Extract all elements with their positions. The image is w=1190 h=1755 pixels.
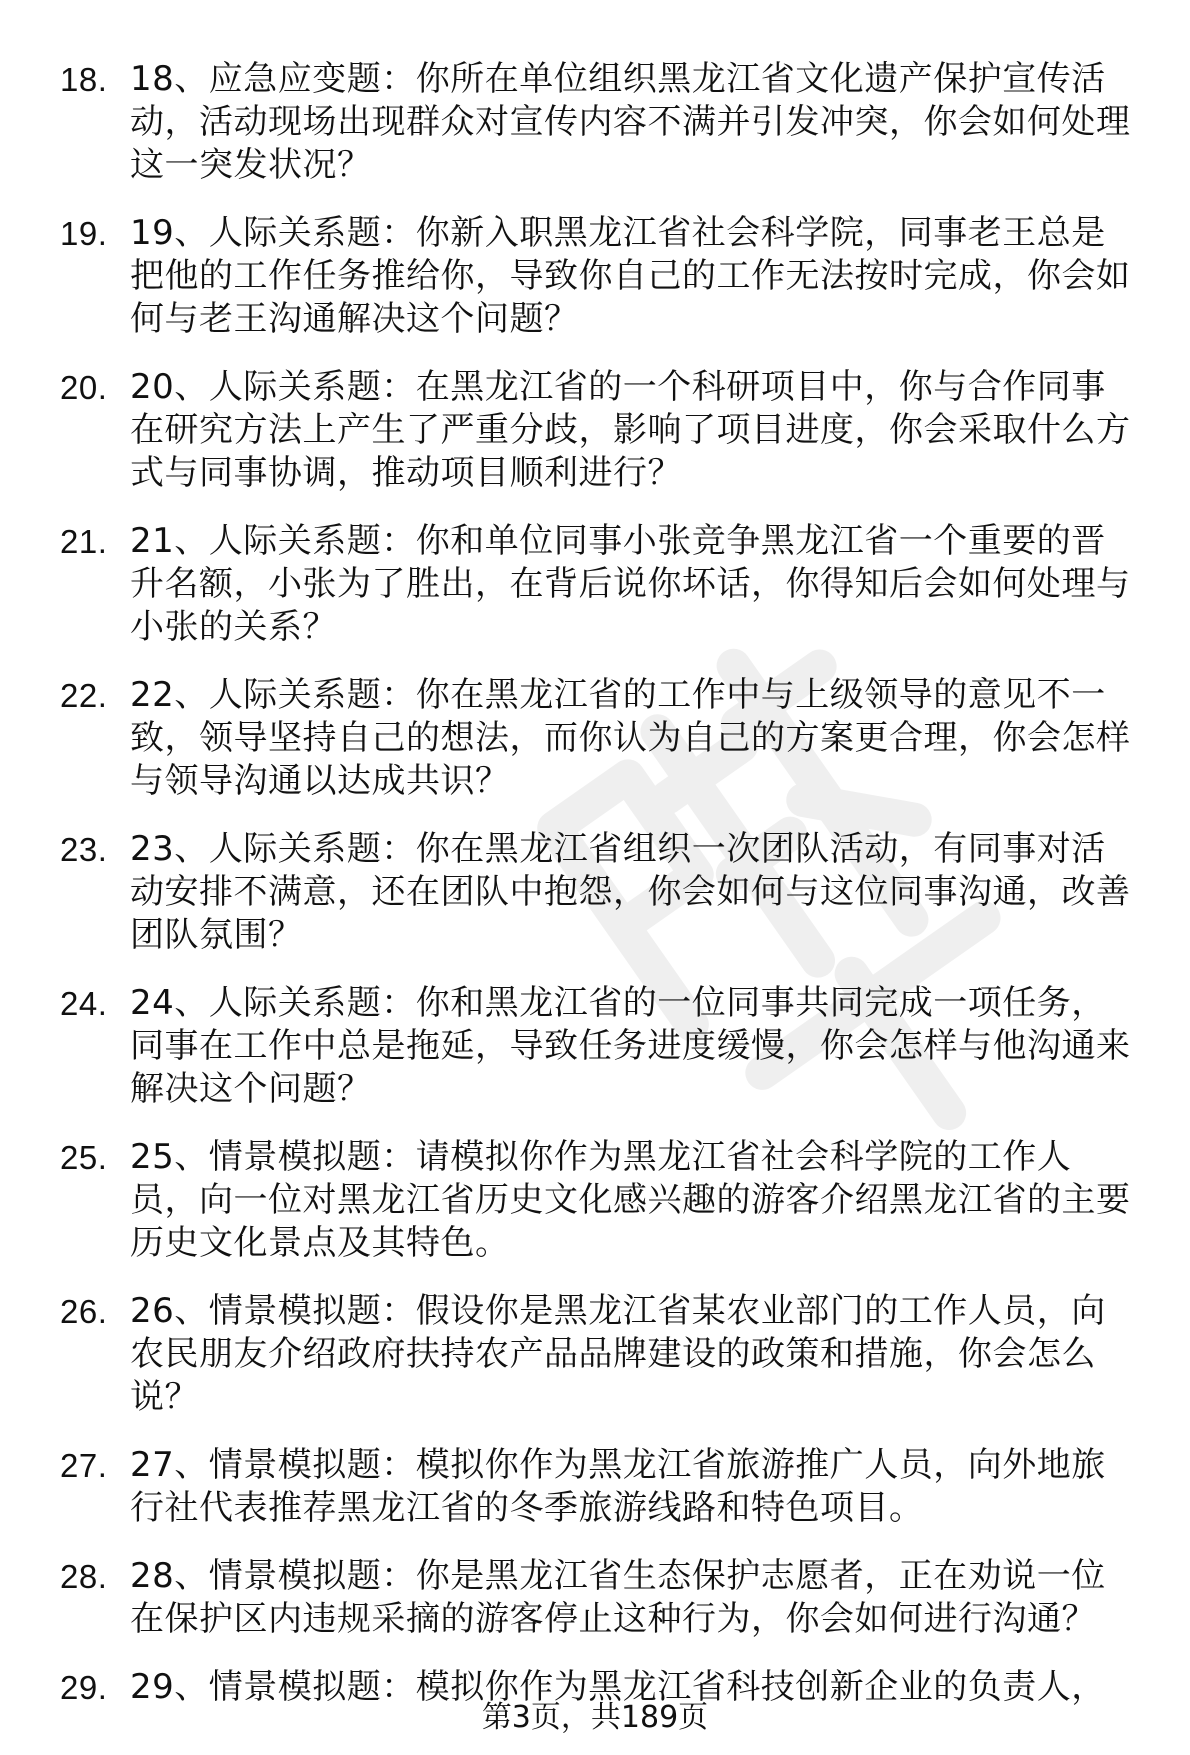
page-footer: 第3页，共189页 (481, 1700, 709, 1735)
question-item (60, 1136, 1140, 1265)
question-number: 21. (60, 523, 108, 560)
question-number: 24. (60, 985, 108, 1022)
question-text: 24、人际关系题：你和黑龙江省的一位同事共同完成一项任务，同事在工作中总是拖延，导致任务进度缓慢，你会怎样与他沟通来解决这个问题？ (130, 983, 1131, 1109)
question-text: 28、情景模拟题：你是黑龙江省生态保护志愿者，正在劝说一位在保护区内违规采摘的游客停止这种行为，你会如何进行沟通？ (130, 1556, 1106, 1639)
question-list (60, 58, 1140, 1734)
question-item (60, 366, 1140, 495)
question-number: 18. (60, 61, 108, 98)
question-item (60, 674, 1140, 803)
question-number: 29. (60, 1669, 108, 1706)
question-number: 23. (60, 831, 108, 868)
question-text: 29、情景模拟题：模拟你作为黑龙江省科技创新企业的负责人， (130, 1667, 1106, 1707)
question-number: 28. (60, 1558, 108, 1595)
question-number: 25. (60, 1139, 108, 1176)
question-item (60, 828, 1140, 957)
question-text: 22、人际关系题：你在黑龙江省的工作中与上级领导的意见不一致，领导坚持自己的想法，而你认为自己的方案更合理，你会怎样与领导沟通以达成共识？ (130, 675, 1131, 801)
question-text: 19、人际关系题：你新入职黑龙江省社会科学院，同事老王总是把他的工作任务推给你，导致你自己的工作无法按时完成，你会如何与老王沟通解决这个问题？ (130, 213, 1131, 339)
question-item (60, 1444, 1140, 1530)
question-number: 22. (60, 677, 108, 714)
question-item (60, 1555, 1140, 1641)
question-item (60, 1290, 1140, 1419)
question-text: 27、情景模拟题：模拟你作为黑龙江省旅游推广人员，向外地旅行社代表推荐黑龙江省的冬季旅游线路和特色项目。 (130, 1445, 1106, 1528)
question-number: 27. (60, 1447, 108, 1484)
question-text: 23、人际关系题：你在黑龙江省组织一次团队活动，有同事对活动安排不满意，还在团队中抱怨，你会如何与这位同事沟通，改善团队氛围？ (130, 829, 1131, 955)
question-number: 20. (60, 369, 108, 406)
question-text: 20、人际关系题：在黑龙江省的一个科研项目中，你与合作同事在研究方法上产生了严重分歧，影响了项目进度，你会采取什么方式与同事协调，推动项目顺利进行？ (130, 367, 1131, 493)
question-item (60, 520, 1140, 649)
question-number: 26. (60, 1293, 108, 1330)
question-text: 18、应急应变题：你所在单位组织黑龙江省文化遗产保护宣传活动，活动现场出现群众对宣传内容不满并引发冲突，你会如何处理这一突发状况？ (130, 59, 1131, 185)
question-text: 21、人际关系题：你和单位同事小张竞争黑龙江省一个重要的晋升名额，小张为了胜出，在背后说你坏话，你得知后会如何处理与小张的关系？ (130, 521, 1131, 647)
question-text: 26、情景模拟题：假设你是黑龙江省某农业部门的工作人员，向农民朋友介绍政府扶持农产品品牌建设的政策和措施，你会怎么说？ (130, 1291, 1106, 1417)
question-item (60, 982, 1140, 1111)
question-item (60, 212, 1140, 341)
question-text: 25、情景模拟题：请模拟你作为黑龙江省社会科学院的工作人员，向一位对黑龙江省历史文化感兴趣的游客介绍黑龙江省的主要历史文化景点及其特色。 (130, 1137, 1131, 1263)
question-item (60, 58, 1140, 187)
question-number: 19. (60, 215, 108, 252)
